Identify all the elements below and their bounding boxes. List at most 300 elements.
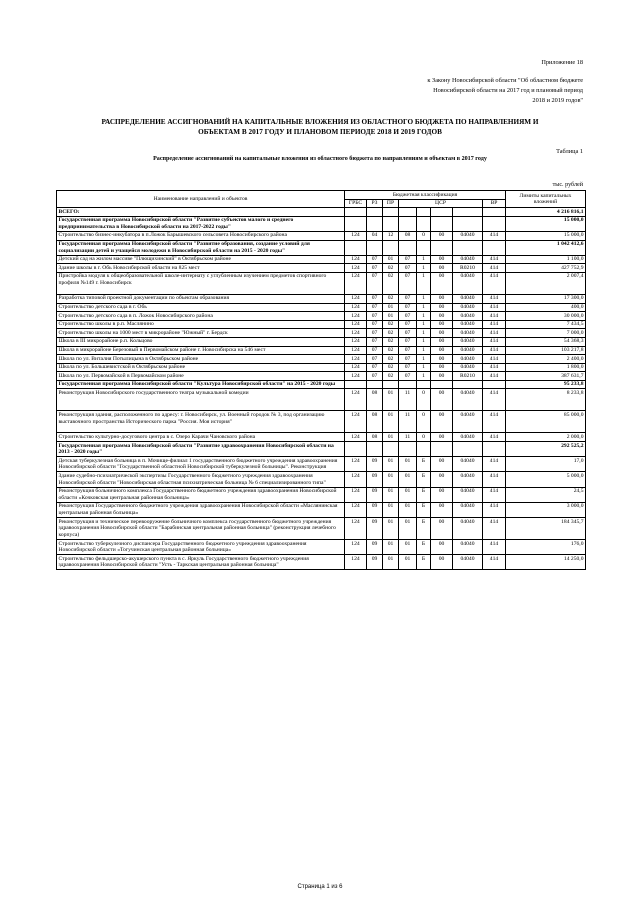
header-limits: Лимиты капитальных вложений	[506, 191, 586, 208]
cell-amount: 400,0	[506, 303, 586, 312]
cell-c3: 00	[431, 272, 453, 294]
allocation-table	[56, 190, 586, 570]
cell-name: Разработка типовой проектной документации по объектам образования	[57, 294, 345, 303]
cell-vr: 414	[483, 346, 506, 355]
cell-amount: 103 217,8	[506, 346, 586, 355]
cell-amount: 85 000,0	[506, 411, 586, 433]
cell-c3: 00	[431, 264, 453, 273]
cell-c1: 01	[399, 472, 417, 487]
cell-grbs: 124	[345, 231, 367, 240]
cell-vr: 414	[483, 272, 506, 294]
cell-c3: 00	[431, 329, 453, 338]
cell-c4: 04040	[453, 294, 483, 303]
cell-c3: 00	[431, 433, 453, 442]
cell-rz: 07	[367, 346, 383, 355]
cell-vr: 414	[483, 329, 506, 338]
cell-c2: 0	[417, 389, 431, 411]
cell-grbs: 124	[345, 303, 367, 312]
cell-rz: 07	[367, 264, 383, 273]
cell-c3: 00	[431, 457, 453, 472]
document-title	[70, 118, 570, 137]
cell-name: Государственная программа Новосибирской области "Развитие субъектов малого и среднего предпринимательства в Новосибирской области на 2017-2022 годы"	[57, 216, 345, 231]
cell-name: Реконструкция и техническое перевооружение больничного комплекса государственного бюджетного учреждения здравоохранения Новосибирской области "Барабинская центральная районная больница" (реконструкция лечебного корпуса)	[57, 518, 345, 540]
cell-c4: 04040	[453, 363, 483, 372]
cell-name: Реконструкция Государственного бюджетного учреждения здравоохранения Новосибирской области «Маслянинская центральная районная больница»	[57, 502, 345, 517]
table-row	[57, 312, 586, 321]
law-line: к Закону Новосибирской области "Об областном бюджете	[427, 77, 583, 84]
cell-c1	[399, 380, 417, 389]
cell-c4: 04040	[453, 518, 483, 540]
cell-vr	[483, 240, 506, 255]
appendix-label: Приложение 18	[541, 59, 583, 66]
cell-rz: 08	[367, 433, 383, 442]
cell-c1	[399, 240, 417, 255]
cell-name: Строительство туберкулезного диспансера Государственного бюджетного учреждения здравоохранения Новосибирской области «Тогучинская центральная районная больница»	[57, 540, 345, 555]
cell-name: Реконструкция больничного комплекса Государственного бюджетного учреждения здравоохранения Новосибирской области «Кочковская центральная районная больница»	[57, 487, 345, 502]
cell-name: ВСЕГО:	[57, 208, 345, 217]
cell-grbs: 124	[345, 472, 367, 487]
cell-amount: 292 525,2	[506, 442, 586, 457]
cell-vr: 414	[483, 231, 506, 240]
cell-c4: 04040	[453, 555, 483, 570]
header-csr: ЦСР	[399, 199, 483, 208]
cell-c3: 00	[431, 389, 453, 411]
cell-c1: 08	[399, 231, 417, 240]
cell-rz: 07	[367, 272, 383, 294]
cell-name: Здание школы в г. Обь Новосибирской области на 825 мест	[57, 264, 345, 273]
cell-c3: 00	[431, 518, 453, 540]
cell-amount: 30 000,0	[506, 312, 586, 321]
cell-pr: 01	[383, 303, 399, 312]
cell-grbs: 124	[345, 346, 367, 355]
table-row	[57, 411, 586, 433]
cell-name: Детская туберкулезная больница в п. Мочище-филиал 1 государственного бюджетного учреждения здравоохранения Новосибирской области "Государственной областной Новосибирской туберкулезной больницы". Реконструкция	[57, 457, 345, 472]
cell-grbs: 124	[345, 320, 367, 329]
cell-c4: 04040	[453, 472, 483, 487]
cell-c2	[417, 442, 431, 457]
cell-name: Детский сад на жилом массиве "Плющихинский" в Октябрьском районе	[57, 255, 345, 264]
cell-name: Государственная программа Новосибирской области "Развитие образования, создание условий для социализации детей и учащейся молодежи в Новосибирской области на 2015 - 2020 годы"	[57, 240, 345, 255]
cell-vr: 414	[483, 355, 506, 364]
cell-rz: 07	[367, 363, 383, 372]
cell-grbs: 124	[345, 312, 367, 321]
cell-c3: 00	[431, 502, 453, 517]
cell-c4: 04040	[453, 303, 483, 312]
cell-c4	[453, 442, 483, 457]
cell-grbs: 124	[345, 502, 367, 517]
cell-c1	[399, 442, 417, 457]
cell-c4: 04040	[453, 457, 483, 472]
cell-c4: 04040	[453, 312, 483, 321]
cell-c3	[431, 240, 453, 255]
cell-vr: 414	[483, 264, 506, 273]
cell-c3: 00	[431, 231, 453, 240]
cell-c3	[431, 380, 453, 389]
cell-grbs: 124	[345, 255, 367, 264]
cell-c3: 00	[431, 555, 453, 570]
table-row	[57, 216, 586, 231]
cell-amount: 15 000,0	[506, 216, 586, 231]
cell-grbs: 124	[345, 540, 367, 555]
cell-c1: 11	[399, 389, 417, 411]
cell-vr: 414	[483, 518, 506, 540]
cell-rz: 09	[367, 472, 383, 487]
cell-c4: 04040	[453, 337, 483, 346]
cell-name: Реконструкция Новосибирского государственного театра музыкальной комедии	[57, 389, 345, 411]
cell-grbs: 124	[345, 294, 367, 303]
cell-grbs: 124	[345, 363, 367, 372]
cell-name: Строительство культурно-досугового центра в с. Озеро Карачи Чановского района	[57, 433, 345, 442]
law-reference	[427, 76, 583, 106]
cell-rz: 09	[367, 555, 383, 570]
cell-rz: 07	[367, 303, 383, 312]
cell-c2: 1	[417, 329, 431, 338]
cell-c3	[431, 208, 453, 217]
cell-vr	[483, 380, 506, 389]
cell-c1: 07	[399, 337, 417, 346]
header-name: Наименование направлений и объектов	[57, 191, 345, 208]
cell-pr	[383, 208, 399, 217]
cell-c3	[431, 216, 453, 231]
cell-grbs: 124	[345, 264, 367, 273]
cell-amount: 7 000,0	[506, 329, 586, 338]
cell-pr: 01	[383, 472, 399, 487]
cell-c4: 04040	[453, 355, 483, 364]
cell-grbs: 124	[345, 337, 367, 346]
cell-rz	[367, 240, 383, 255]
cell-c1: 07	[399, 363, 417, 372]
cell-grbs: 124	[345, 329, 367, 338]
cell-name: Государственная программа Новосибирской области "Культура Новосибирской области" на 2015 - 2020 годы	[57, 380, 345, 389]
cell-rz: 09	[367, 487, 383, 502]
cell-name: Школа в III микрорайоне р.п. Кольцово	[57, 337, 345, 346]
cell-c2: 1	[417, 372, 431, 381]
cell-c2: Б	[417, 487, 431, 502]
cell-amount: 7 434,5	[506, 320, 586, 329]
cell-rz	[367, 442, 383, 457]
cell-vr: 414	[483, 487, 506, 502]
cell-grbs: 124	[345, 457, 367, 472]
cell-c2: 1	[417, 264, 431, 273]
cell-name: Школа по ул. Виталия Потылицына в Октябрьском районе	[57, 355, 345, 364]
cell-vr: 414	[483, 255, 506, 264]
cell-c3: 00	[431, 540, 453, 555]
cell-pr: 02	[383, 337, 399, 346]
cell-grbs	[345, 208, 367, 217]
cell-c3: 00	[431, 312, 453, 321]
cell-rz: 07	[367, 329, 383, 338]
cell-name: Пристройка модуля к общеобразовательной школе-интернату с углубленным изучением предметов спортивного профиля №149 г. Новосибирск	[57, 272, 345, 294]
cell-c1: 01	[399, 457, 417, 472]
cell-grbs	[345, 240, 367, 255]
cell-pr	[383, 442, 399, 457]
cell-pr: 01	[383, 433, 399, 442]
cell-amount: 1 800,0	[506, 363, 586, 372]
cell-rz: 09	[367, 518, 383, 540]
cell-amount: 17,0	[506, 457, 586, 472]
cell-rz	[367, 380, 383, 389]
cell-vr: 414	[483, 294, 506, 303]
cell-amount: 14 250,0	[506, 555, 586, 570]
cell-vr: 414	[483, 312, 506, 321]
cell-amount: 95 233,8	[506, 380, 586, 389]
cell-c4: 04040	[453, 502, 483, 517]
cell-c1: 01	[399, 502, 417, 517]
cell-amount: 3 000,0	[506, 502, 586, 517]
cell-vr: 414	[483, 457, 506, 472]
cell-rz: 07	[367, 372, 383, 381]
cell-rz: 07	[367, 355, 383, 364]
table-row	[57, 487, 586, 502]
cell-c2: 1	[417, 255, 431, 264]
cell-grbs	[345, 216, 367, 231]
cell-grbs: 124	[345, 487, 367, 502]
table-subtitle: Распределение ассигнований на капитальные вложения из областного бюджета по направлениям и объектам в 2017 году	[153, 156, 487, 162]
table-row	[57, 208, 586, 217]
cell-pr: 01	[383, 457, 399, 472]
cell-pr	[383, 240, 399, 255]
cell-c1: 01	[399, 487, 417, 502]
cell-rz: 08	[367, 411, 383, 433]
cell-pr: 02	[383, 372, 399, 381]
cell-amount: 2 000,0	[506, 433, 586, 442]
cell-grbs: 124	[345, 411, 367, 433]
cell-c1	[399, 208, 417, 217]
cell-c3: 00	[431, 255, 453, 264]
cell-c3: 00	[431, 363, 453, 372]
cell-c1: 07	[399, 255, 417, 264]
cell-pr: 01	[383, 411, 399, 433]
table-row	[57, 272, 586, 294]
cell-c3: 00	[431, 294, 453, 303]
cell-name: Здание судебно-психиатрической экспертизы Государственного бюджетного учреждения здравоохранения Новосибирской области "Новосибирская областная психиатрическая больница № 6 специализированного типа"	[57, 472, 345, 487]
cell-c2: 1	[417, 272, 431, 294]
cell-name: Строительство детского сада в п. Ложок Новосибирского района	[57, 312, 345, 321]
cell-rz: 07	[367, 255, 383, 264]
cell-c2: 1	[417, 346, 431, 355]
cell-c1: 07	[399, 346, 417, 355]
cell-name: Строительство бизнес-инкубатора в п.Ложок Барышевского сельсовета Новосибирского района	[57, 231, 345, 240]
cell-pr: 02	[383, 346, 399, 355]
cell-c1: 01	[399, 555, 417, 570]
cell-amount: 15 000,0	[506, 231, 586, 240]
cell-name: Строительство фельдшерско-акушерского пункта в с. Яркуль Государственного бюджетного учреждения здравоохранения Новосибирской области "Усть - Таркская центральная районная больница"	[57, 555, 345, 570]
cell-rz: 07	[367, 312, 383, 321]
cell-amount: 387 631,7	[506, 372, 586, 381]
table-row	[57, 472, 586, 487]
cell-grbs: 124	[345, 555, 367, 570]
cell-vr: 414	[483, 472, 506, 487]
cell-c2: Б	[417, 502, 431, 517]
cell-c2: Б	[417, 540, 431, 555]
units-label: тыс. рублей	[552, 182, 583, 188]
table-row	[57, 380, 586, 389]
cell-pr: 01	[383, 540, 399, 555]
cell-c2	[417, 208, 431, 217]
cell-pr: 01	[383, 487, 399, 502]
cell-c2: 1	[417, 303, 431, 312]
cell-c3: 00	[431, 411, 453, 433]
cell-vr	[483, 208, 506, 217]
table-row	[57, 555, 586, 570]
cell-c4: 04040	[453, 346, 483, 355]
cell-c2: 1	[417, 355, 431, 364]
cell-c4: 04040	[453, 329, 483, 338]
title-line: ОБЪЕКТАМ В 2017 ГОДУ И ПЛАНОВОМ ПЕРИОДЕ 2018 И 2019 ГОДОВ	[198, 127, 442, 136]
cell-name: Школа по ул. Первомайской в Первомайском районе	[57, 372, 345, 381]
cell-c2: 1	[417, 312, 431, 321]
cell-amount: 2 400,0	[506, 355, 586, 364]
cell-vr: 414	[483, 320, 506, 329]
cell-name: Строительство школы в р.п. Маслянино	[57, 320, 345, 329]
table-row	[57, 240, 586, 255]
cell-c3: 00	[431, 346, 453, 355]
cell-vr: 414	[483, 337, 506, 346]
cell-grbs: 124	[345, 518, 367, 540]
cell-c3: 00	[431, 355, 453, 364]
cell-c1: 01	[399, 540, 417, 555]
cell-amount: 176,0	[506, 540, 586, 555]
table-row	[57, 433, 586, 442]
cell-grbs	[345, 380, 367, 389]
table-row	[57, 389, 586, 411]
cell-c1: 07	[399, 294, 417, 303]
cell-c4	[453, 216, 483, 231]
cell-c4: R0210	[453, 372, 483, 381]
cell-vr: 414	[483, 363, 506, 372]
cell-c1: 11	[399, 433, 417, 442]
cell-pr: 01	[383, 502, 399, 517]
cell-c4: 04040	[453, 487, 483, 502]
law-line: Новосибирской области на 2017 год и плановый период	[433, 87, 583, 94]
cell-c4	[453, 380, 483, 389]
cell-pr: 02	[383, 329, 399, 338]
cell-c3: 00	[431, 337, 453, 346]
cell-grbs: 124	[345, 389, 367, 411]
cell-c2: 1	[417, 320, 431, 329]
page-footer: Страница 1 из 6	[297, 884, 343, 890]
cell-c3: 00	[431, 487, 453, 502]
table-row	[57, 337, 586, 346]
cell-amount: 4 216 816,1	[506, 208, 586, 217]
cell-rz: 07	[367, 320, 383, 329]
cell-c4: 04040	[453, 320, 483, 329]
cell-rz: 04	[367, 231, 383, 240]
table-row	[57, 294, 586, 303]
cell-c4: 04040	[453, 255, 483, 264]
table-row	[57, 363, 586, 372]
cell-c3: 00	[431, 472, 453, 487]
cell-vr: 414	[483, 555, 506, 570]
cell-pr	[383, 380, 399, 389]
cell-amount: 2 007,4	[506, 272, 586, 294]
table-row	[57, 303, 586, 312]
cell-pr: 02	[383, 294, 399, 303]
cell-vr	[483, 216, 506, 231]
cell-grbs: 124	[345, 433, 367, 442]
table-row	[57, 372, 586, 381]
cell-amount: 8 233,8	[506, 389, 586, 411]
cell-c4	[453, 208, 483, 217]
table-row	[57, 329, 586, 338]
table-row	[57, 255, 586, 264]
table-row	[57, 442, 586, 457]
cell-pr: 02	[383, 264, 399, 273]
cell-c2: Б	[417, 518, 431, 540]
cell-c3: 00	[431, 320, 453, 329]
cell-rz	[367, 216, 383, 231]
cell-c2: 0	[417, 433, 431, 442]
cell-rz: 09	[367, 457, 383, 472]
cell-c2: 0	[417, 231, 431, 240]
cell-name: Реконструкция здания, расположенного по адресу: г. Новосибирск, ул. Военный городок № 3, под организацию выставочного пространства Исторического парка "Россия. Моя история"	[57, 411, 345, 433]
cell-c1: 07	[399, 320, 417, 329]
table-row	[57, 540, 586, 555]
cell-name: Школа по ул. Большевистской в Октябрьском районе	[57, 363, 345, 372]
cell-grbs: 124	[345, 372, 367, 381]
cell-c1: 07	[399, 272, 417, 294]
cell-pr: 01	[383, 518, 399, 540]
table-row	[57, 457, 586, 472]
header-budget-class: Бюджетная классификация	[345, 191, 506, 200]
cell-c2: Б	[417, 472, 431, 487]
cell-amount: 427 752,9	[506, 264, 586, 273]
cell-pr: 02	[383, 363, 399, 372]
cell-amount: 184 345,7	[506, 518, 586, 540]
cell-pr: 02	[383, 320, 399, 329]
cell-rz: 09	[367, 540, 383, 555]
header-grbs: ГРБС	[345, 199, 367, 208]
cell-c2: 0	[417, 411, 431, 433]
header-rz: РЗ	[367, 199, 383, 208]
cell-c2	[417, 216, 431, 231]
header-pr: ПР	[383, 199, 399, 208]
cell-c2: 1	[417, 337, 431, 346]
cell-rz: 07	[367, 294, 383, 303]
cell-pr: 01	[383, 312, 399, 321]
cell-vr: 414	[483, 540, 506, 555]
table-row	[57, 264, 586, 273]
cell-c4: 04040	[453, 389, 483, 411]
cell-amount: 54 368,3	[506, 337, 586, 346]
title-line: РАСПРЕДЕЛЕНИЕ АССИГНОВАНИЙ НА КАПИТАЛЬНЫЕ ВЛОЖЕНИЯ ИЗ ОБЛАСТНОГО БЮДЖЕТА ПО НАПРАВЛЕНИЯМ И	[101, 118, 539, 126]
cell-amount: 24,5	[506, 487, 586, 502]
cell-vr: 414	[483, 502, 506, 517]
cell-c1: 01	[399, 518, 417, 540]
cell-rz	[367, 208, 383, 217]
cell-c4: 04040	[453, 272, 483, 294]
cell-rz: 07	[367, 337, 383, 346]
cell-c2	[417, 380, 431, 389]
table-row	[57, 518, 586, 540]
cell-c4	[453, 240, 483, 255]
cell-c1: 07	[399, 372, 417, 381]
cell-pr: 01	[383, 389, 399, 411]
cell-c4: R0210	[453, 264, 483, 273]
cell-c4: 04040	[453, 411, 483, 433]
cell-amount: 17 300,0	[506, 294, 586, 303]
cell-c2: Б	[417, 457, 431, 472]
table-row	[57, 346, 586, 355]
cell-c4: 04040	[453, 433, 483, 442]
cell-pr	[383, 216, 399, 231]
cell-amount: 1 100,0	[506, 255, 586, 264]
cell-name: Школа в микрорайоне Березовый в Первомайском районе г. Новосибирска на 546 мест	[57, 346, 345, 355]
cell-pr: 12	[383, 231, 399, 240]
cell-name: Строительство школы на 1000 мест в микрорайоне "Южный" г. Бердск	[57, 329, 345, 338]
table-row	[57, 355, 586, 364]
cell-pr: 01	[383, 555, 399, 570]
